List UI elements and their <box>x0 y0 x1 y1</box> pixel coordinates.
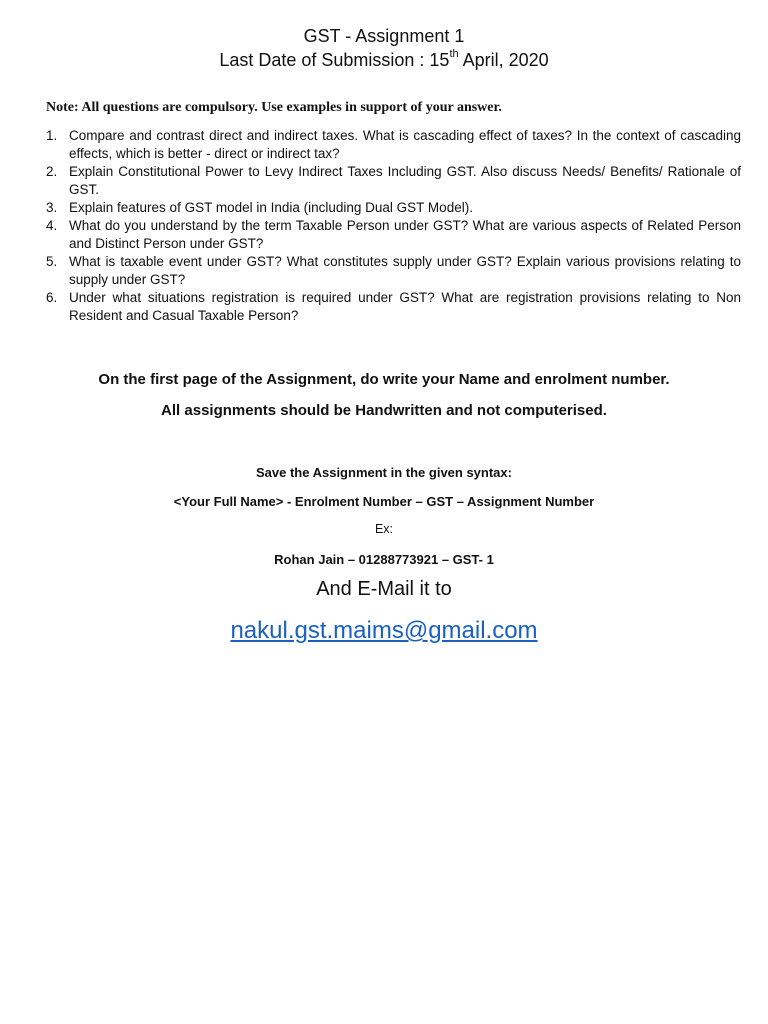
note-text: Note: All questions are compulsory. Use examples in support of your answer. <box>46 100 502 115</box>
question-item <box>46 199 741 217</box>
question-item <box>46 163 741 199</box>
save-syntax-heading: Save the Assignment in the given syntax: <box>256 465 512 480</box>
submission-deadline <box>0 50 768 71</box>
question-text: Explain Constitutional Power to Levy Indirect Taxes Including GST. Also discuss Needs/ Benefits/ Rationale of GST. <box>69 164 741 197</box>
question-text: Under what situations registration is required under GST? What are registration provisions relating to Non Resident and Casual Taxable Person? <box>69 290 741 323</box>
example-filename: Rohan Jain – 01288773921 – GST- 1 <box>274 552 494 567</box>
question-number: 5. <box>46 254 58 269</box>
question-text: Compare and contrast direct and indirect taxes. What is cascading effect of taxes? In the context of cascading effects, which is better - direct or indirect tax? <box>69 128 741 161</box>
question-number: 1. <box>46 128 58 143</box>
question-text: Explain features of GST model in India (including Dual GST Model). <box>69 200 473 215</box>
question-item <box>46 217 741 253</box>
question-item <box>46 127 741 163</box>
question-number: 2. <box>46 164 58 179</box>
question-text: What is taxable event under GST? What constitutes supply under GST? Explain various provisions relating to supply under GST? <box>69 254 741 287</box>
instruction-handwritten: All assignments should be Handwritten and not computerised. <box>161 402 607 419</box>
email-link[interactable]: nakul.gst.maims@gmail.com <box>230 617 538 644</box>
question-number: 4. <box>46 218 58 233</box>
question-text: What do you understand by the term Taxable Person under GST? What are various aspects of Related Person and Distinct Person under GST? <box>69 218 741 251</box>
save-syntax-format: <Your Full Name> - Enrolment Number – GST – Assignment Number <box>173 494 595 509</box>
email-instruction: And E-Mail it to <box>316 578 452 600</box>
question-number: 6. <box>46 290 58 305</box>
instruction-name-enrolment: On the first page of the Assignment, do write your Name and enrolment number. <box>98 371 670 388</box>
deadline-prefix: Last Date of Submission : 15 <box>219 50 450 70</box>
deadline-ordinal-suffix: th <box>449 48 459 60</box>
deadline-suffix: April, 2020 <box>458 50 549 70</box>
example-label: Ex: <box>374 522 394 536</box>
question-item <box>46 253 741 289</box>
question-item <box>46 289 741 325</box>
question-number: 3. <box>46 200 58 215</box>
assignment-title: GST - Assignment 1 <box>303 26 465 46</box>
question-list <box>46 127 741 325</box>
